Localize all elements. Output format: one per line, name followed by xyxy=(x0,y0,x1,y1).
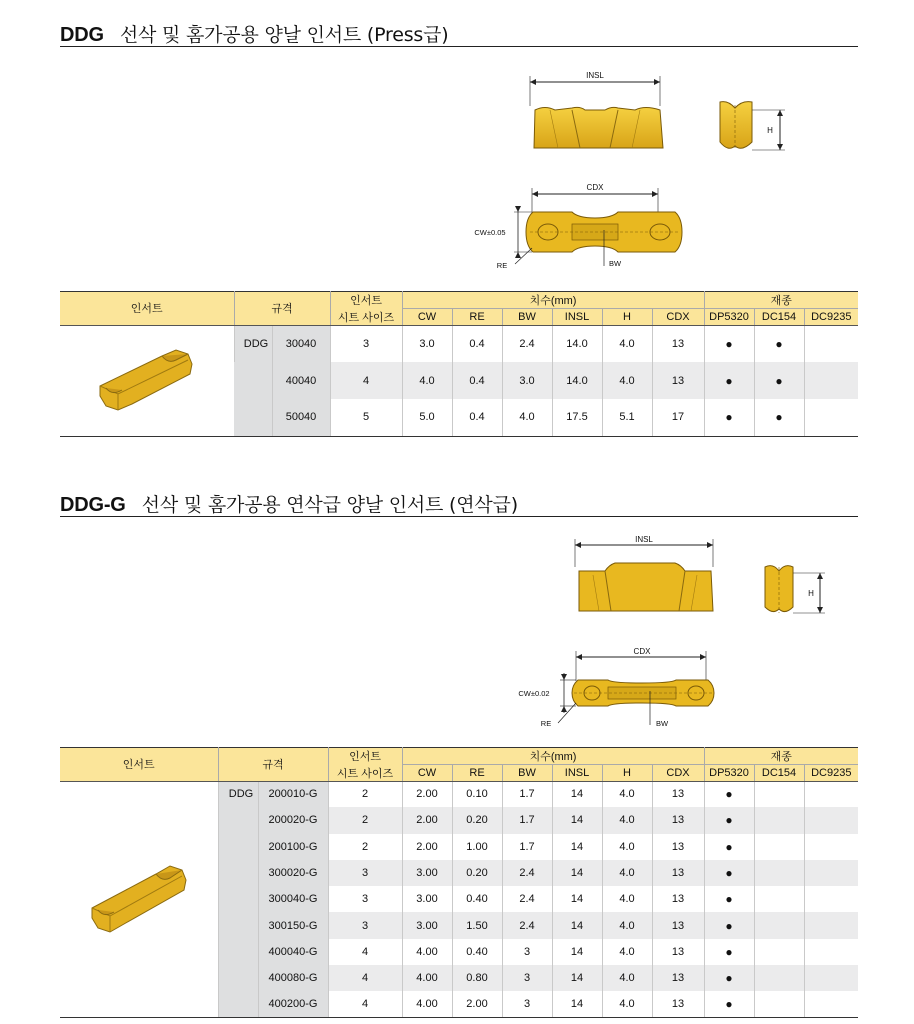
header-grade: 재종 xyxy=(704,292,858,309)
h-cell: 4.0 xyxy=(602,781,652,807)
size-cell: 3 xyxy=(328,886,402,912)
prefix-cell-empty xyxy=(218,965,258,991)
dp5320-cell: ● xyxy=(704,912,754,938)
cw-cell: 2.00 xyxy=(402,807,452,833)
header-dims: 치수(mm) xyxy=(402,748,704,765)
h-cell: 4.0 xyxy=(602,886,652,912)
bw-cell: 2.4 xyxy=(502,912,552,938)
bw-label: BW xyxy=(608,259,622,268)
dc154-cell xyxy=(754,991,804,1017)
spec-cell: 200020-G xyxy=(258,807,328,833)
cw-cell: 2.00 xyxy=(402,781,452,807)
dc154-cell xyxy=(754,807,804,833)
dc154-cell: ● xyxy=(754,399,804,436)
bw-cell: 3 xyxy=(502,965,552,991)
insl-cell: 14.0 xyxy=(552,325,602,362)
size-cell: 3 xyxy=(330,325,402,362)
insl-cell: 14 xyxy=(552,781,602,807)
dp5320-cell: ● xyxy=(704,991,754,1017)
spec-cell: 50040 xyxy=(272,399,330,436)
bw-cell: 2.4 xyxy=(502,325,552,362)
section1-title-text: 선삭 및 홈가공용 양날 인서트 (Press급) xyxy=(119,24,449,46)
dc154-cell: ● xyxy=(754,325,804,362)
cdx-cell: 13 xyxy=(652,886,704,912)
dc9235-cell xyxy=(804,860,858,886)
size-cell: 2 xyxy=(328,781,402,807)
size-cell: 2 xyxy=(328,807,402,833)
section2-title-text: 선삭 및 홈가공용 연삭급 양날 인서트 (연삭급) xyxy=(141,494,518,516)
bw-cell: 4.0 xyxy=(502,399,552,436)
section1-title xyxy=(60,20,448,47)
bw-cell: 2.4 xyxy=(502,860,552,886)
size-cell: 3 xyxy=(328,860,402,886)
cw-cell: 2.00 xyxy=(402,834,452,860)
cw-cell: 3.00 xyxy=(402,886,452,912)
section1-rule xyxy=(60,46,858,47)
dc9235-cell xyxy=(804,399,858,436)
insert-side-view xyxy=(579,563,713,611)
insl-cell: 14.0 xyxy=(552,362,602,399)
dc9235-cell xyxy=(804,991,858,1017)
dc154-cell: ● xyxy=(754,362,804,399)
bw-cell: 3.0 xyxy=(502,362,552,399)
bw-cell: 1.7 xyxy=(502,807,552,833)
dc9235-cell xyxy=(804,325,858,362)
header-size-line1: 인서트 xyxy=(328,748,402,765)
prefix-cell: DDG xyxy=(218,781,258,807)
dp5320-cell: ● xyxy=(704,362,754,399)
cw-cell: 5.0 xyxy=(402,399,452,436)
col-dc9235: DC9235 xyxy=(804,765,858,782)
dc154-cell xyxy=(754,965,804,991)
spec-cell: 300040-G xyxy=(258,886,328,912)
spec-cell: 400080-G xyxy=(258,965,328,991)
bw-cell: 3 xyxy=(502,939,552,965)
insl-label: INSL xyxy=(586,71,604,80)
h-cell: 4.0 xyxy=(602,362,652,399)
col-cdx: CDX xyxy=(652,765,704,782)
bw-cell: 2.4 xyxy=(502,886,552,912)
re-cell: 0.20 xyxy=(452,860,502,886)
spec-cell: 40040 xyxy=(272,362,330,399)
col-re: RE xyxy=(452,309,502,326)
section1-top-diagram xyxy=(470,180,700,275)
dc9235-cell xyxy=(804,781,858,807)
dc154-cell xyxy=(754,939,804,965)
col-bw: BW xyxy=(502,309,552,326)
h-cell: 4.0 xyxy=(602,807,652,833)
dc154-cell xyxy=(754,834,804,860)
re-cell: 0.4 xyxy=(452,325,502,362)
header-grade: 재종 xyxy=(704,748,858,765)
insl-cell: 14 xyxy=(552,912,602,938)
cdx-cell: 13 xyxy=(652,965,704,991)
section2-code: DDG-G xyxy=(60,494,126,516)
insert-end-view xyxy=(720,102,752,149)
re-cell: 1.50 xyxy=(452,912,502,938)
prefix-cell-empty xyxy=(218,939,258,965)
spec-cell: 200010-G xyxy=(258,781,328,807)
h-cell: 4.0 xyxy=(602,991,652,1017)
insl-cell: 14 xyxy=(552,939,602,965)
cw-cell: 3.0 xyxy=(402,325,452,362)
section1-spec-table xyxy=(60,291,858,437)
cdx-cell: 13 xyxy=(652,912,704,938)
bw-cell: 1.7 xyxy=(502,781,552,807)
dc9235-cell xyxy=(804,807,858,833)
cdx-cell: 13 xyxy=(652,781,704,807)
table-row xyxy=(60,325,858,362)
h-label: H xyxy=(767,126,773,135)
cw-cell: 4.00 xyxy=(402,939,452,965)
section2-rule xyxy=(60,516,858,517)
cdx-cell: 13 xyxy=(652,939,704,965)
insert-image-cell xyxy=(60,781,218,1018)
dp5320-cell: ● xyxy=(704,781,754,807)
header-size-line1: 인서트 xyxy=(330,292,402,309)
size-cell: 4 xyxy=(330,362,402,399)
cdx-label: CDX xyxy=(586,183,604,192)
insl-cell: 14 xyxy=(552,965,602,991)
dc154-cell xyxy=(754,860,804,886)
re-cell: 1.00 xyxy=(452,834,502,860)
h-cell: 4.0 xyxy=(602,939,652,965)
dc154-cell xyxy=(754,912,804,938)
cdx-label: CDX xyxy=(633,647,651,656)
col-h: H xyxy=(602,765,652,782)
insl-cell: 14 xyxy=(552,991,602,1017)
col-dc154: DC154 xyxy=(754,765,804,782)
section2-title xyxy=(60,490,518,517)
prefix-cell-empty xyxy=(218,834,258,860)
dp5320-cell: ● xyxy=(704,939,754,965)
prefix-cell: DDG xyxy=(234,325,272,362)
col-dp5320: DP5320 xyxy=(704,765,754,782)
insert-product-image xyxy=(84,858,194,938)
header-insert: 인서트 xyxy=(60,292,234,326)
section2-side-diagram xyxy=(565,535,845,620)
h-cell: 4.0 xyxy=(602,834,652,860)
re-cell: 2.00 xyxy=(452,991,502,1017)
dc9235-cell xyxy=(804,939,858,965)
dc9235-cell xyxy=(804,965,858,991)
dp5320-cell: ● xyxy=(704,325,754,362)
col-dc9235: DC9235 xyxy=(804,309,858,326)
cw-cell: 4.0 xyxy=(402,362,452,399)
re-cell: 0.20 xyxy=(452,807,502,833)
cdx-cell: 13 xyxy=(652,325,704,362)
h-cell: 5.1 xyxy=(602,399,652,436)
cw-cell: 4.00 xyxy=(402,991,452,1017)
header-spec: 규격 xyxy=(234,292,330,326)
dc9235-cell xyxy=(804,362,858,399)
dp5320-cell: ● xyxy=(704,860,754,886)
cdx-cell: 13 xyxy=(652,362,704,399)
col-insl: INSL xyxy=(552,765,602,782)
re-cell: 0.4 xyxy=(452,399,502,436)
insl-cell: 14 xyxy=(552,886,602,912)
size-cell: 4 xyxy=(328,965,402,991)
h-cell: 4.0 xyxy=(602,860,652,886)
bw-label: BW xyxy=(655,719,669,728)
h-cell: 4.0 xyxy=(602,912,652,938)
section1-side-diagram xyxy=(520,70,840,165)
cw-cell: 4.00 xyxy=(402,965,452,991)
re-label: RE xyxy=(496,261,508,270)
section2-top-diagram xyxy=(500,643,725,733)
size-cell: 2 xyxy=(328,834,402,860)
col-cw: CW xyxy=(402,309,452,326)
cw-label: CW±0.05 xyxy=(474,228,506,237)
spec-cell: 300020-G xyxy=(258,860,328,886)
header-spec: 규격 xyxy=(218,748,328,782)
insl-label: INSL xyxy=(635,535,653,544)
cdx-cell: 13 xyxy=(652,991,704,1017)
h-cell: 4.0 xyxy=(602,325,652,362)
header-size-line2: 시트 사이즈 xyxy=(330,309,402,326)
dp5320-cell: ● xyxy=(704,834,754,860)
col-cdx: CDX xyxy=(652,309,704,326)
h-label: H xyxy=(808,589,814,598)
prefix-cell-empty xyxy=(218,991,258,1017)
cdx-cell: 13 xyxy=(652,860,704,886)
col-re: RE xyxy=(452,765,502,782)
dp5320-cell: ● xyxy=(704,886,754,912)
size-cell: 3 xyxy=(328,912,402,938)
size-cell: 4 xyxy=(328,939,402,965)
prefix-cell-empty xyxy=(218,860,258,886)
spec-cell: 400040-G xyxy=(258,939,328,965)
cw-cell: 3.00 xyxy=(402,860,452,886)
h-cell: 4.0 xyxy=(602,965,652,991)
section1-code: DDG xyxy=(60,24,104,46)
re-cell: 0.4 xyxy=(452,362,502,399)
spec-cell: 30040 xyxy=(272,325,330,362)
re-label: RE xyxy=(540,719,552,728)
insl-cell: 14 xyxy=(552,807,602,833)
spec-cell: 300150-G xyxy=(258,912,328,938)
prefix-cell-empty xyxy=(218,807,258,833)
spec-cell: 400200-G xyxy=(258,991,328,1017)
col-cw: CW xyxy=(402,765,452,782)
re-cell: 0.40 xyxy=(452,939,502,965)
cw-cell: 3.00 xyxy=(402,912,452,938)
table-row xyxy=(60,781,858,807)
dc9235-cell xyxy=(804,886,858,912)
cdx-cell: 13 xyxy=(652,834,704,860)
header-insert: 인서트 xyxy=(60,748,218,782)
insert-side-view xyxy=(534,107,663,148)
section2-spec-table xyxy=(60,747,858,1018)
dc154-cell xyxy=(754,781,804,807)
header-size-line2: 시트 사이즈 xyxy=(328,765,402,782)
col-bw: BW xyxy=(502,765,552,782)
size-cell: 4 xyxy=(328,991,402,1017)
insl-cell: 14 xyxy=(552,860,602,886)
col-h: H xyxy=(602,309,652,326)
cw-label: CW±0.02 xyxy=(518,689,550,698)
dc9235-cell xyxy=(804,912,858,938)
dp5320-cell: ● xyxy=(704,399,754,436)
dc154-cell xyxy=(754,886,804,912)
dp5320-cell: ● xyxy=(704,965,754,991)
bw-cell: 3 xyxy=(502,991,552,1017)
re-cell: 0.40 xyxy=(452,886,502,912)
cdx-cell: 17 xyxy=(652,399,704,436)
bw-cell: 1.7 xyxy=(502,834,552,860)
size-cell: 5 xyxy=(330,399,402,436)
col-dp5320: DP5320 xyxy=(704,309,754,326)
dc9235-cell xyxy=(804,834,858,860)
prefix-cell-empty xyxy=(218,886,258,912)
col-dc154: DC154 xyxy=(754,309,804,326)
prefix-cell-empty xyxy=(218,912,258,938)
cdx-cell: 13 xyxy=(652,807,704,833)
dp5320-cell: ● xyxy=(704,807,754,833)
col-insl: INSL xyxy=(552,309,602,326)
insert-image-cell xyxy=(60,325,234,436)
insl-cell: 17.5 xyxy=(552,399,602,436)
header-dims: 치수(mm) xyxy=(402,292,704,309)
insert-product-image xyxy=(92,344,202,414)
re-cell: 0.80 xyxy=(452,965,502,991)
insl-cell: 14 xyxy=(552,834,602,860)
re-cell: 0.10 xyxy=(452,781,502,807)
spec-cell: 200100-G xyxy=(258,834,328,860)
